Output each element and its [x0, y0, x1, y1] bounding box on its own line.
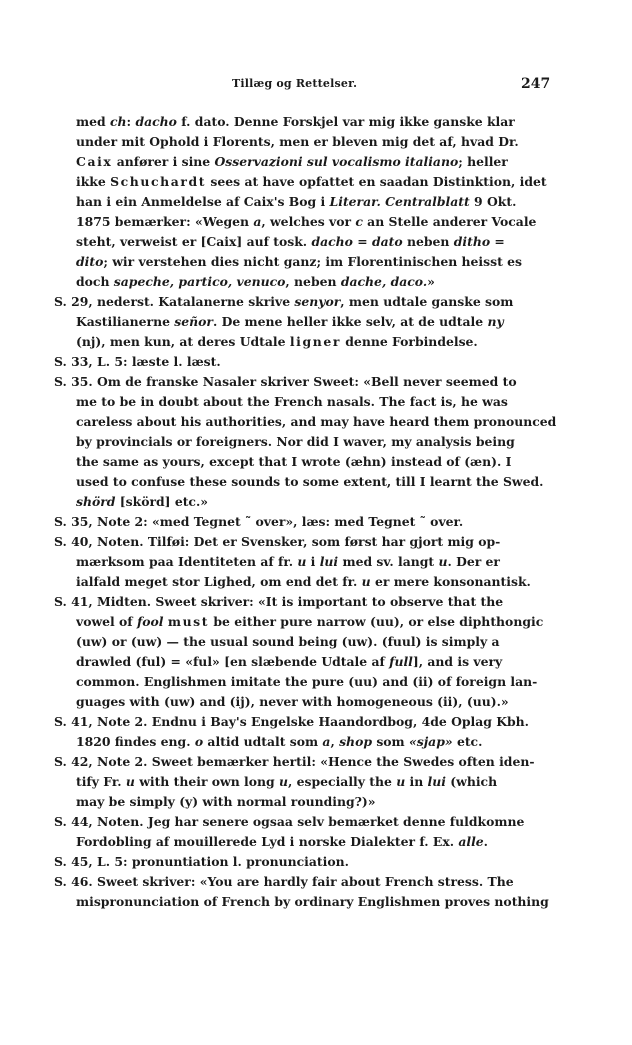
spaced-text: Schuchardt	[110, 174, 207, 189]
text-run: Kastilianerne	[76, 314, 175, 329]
text-run: han i ein Anmeldelse af Caix's Bog i	[76, 194, 330, 209]
text-run: an Stelle anderer Vocale	[362, 214, 537, 229]
italic-text: sapeche, partico, venuco	[113, 274, 286, 289]
text-run: may be simply (y) with normal rounding?)»	[76, 794, 376, 809]
italic-text: u	[279, 774, 289, 789]
spaced-text: must	[167, 614, 210, 629]
text-run: common. Englishmen imitate the pure (uu) and (ii) of foreign lan-	[76, 674, 538, 689]
text-line	[76, 212, 556, 232]
text-line	[76, 252, 556, 272]
text-line	[76, 632, 556, 652]
text-run: med	[76, 114, 110, 129]
text-run: under mit Ophold i Florents, men er bleven mig det af, hvad Dr.	[76, 134, 519, 149]
text-run: altid udtalt som	[203, 734, 323, 749]
entry-line	[54, 372, 556, 392]
text-line	[76, 452, 556, 472]
text-run: »	[427, 274, 435, 289]
italic-text: c	[355, 214, 363, 229]
entry-line	[54, 712, 556, 732]
italic-text: shörd	[76, 494, 116, 509]
text-run: som	[372, 734, 409, 749]
text-line	[76, 672, 556, 692]
text-line	[76, 332, 556, 352]
text-line	[76, 312, 556, 332]
text-run: me to be in doubt about the French nasals. The fact is, he was	[76, 394, 508, 409]
text-run: , neben	[285, 274, 341, 289]
text-run: anfører i sine	[112, 154, 215, 169]
text-run: (uw) or (uw) — the usual sound being (uw). (fuul) is simply a	[76, 634, 500, 649]
text-run: , men udtale ganske som	[340, 294, 514, 309]
text-run: 1875 bemærker: «Wegen	[76, 214, 254, 229]
text-line	[76, 892, 556, 912]
italic-text: dacho	[311, 234, 353, 249]
text-line	[76, 692, 556, 712]
italic-text: a	[253, 214, 262, 229]
italic-text: lui	[319, 554, 339, 569]
text-run: ikke	[76, 174, 111, 189]
italic-text: «sjap»	[408, 734, 453, 749]
text-line	[76, 152, 556, 172]
header-title: Tillæg og Rettelser.	[232, 77, 358, 90]
text-run: . Der er	[447, 554, 500, 569]
italic-text: senyor	[294, 294, 341, 309]
text-line	[76, 472, 556, 492]
italic-text: u	[438, 554, 448, 569]
italic-text: u	[125, 774, 135, 789]
italic-text: full	[389, 654, 413, 669]
italic-text: shop	[339, 734, 372, 749]
spaced-text: ligner	[289, 334, 341, 349]
text-run: , welches vor	[261, 214, 356, 229]
text-run: ,	[330, 734, 340, 749]
italic-text: señor	[174, 314, 213, 329]
text-run: f. dato. Denne Forskjel var mig ikke ganske klar	[176, 114, 515, 129]
italic-text: dato	[371, 234, 403, 249]
text-run: S. 35, Note 2: «med Tegnet ˜ over», læs: med Tegnet ˜ over.	[54, 514, 464, 529]
text-run: med sv. langt	[338, 554, 439, 569]
text-run: S. 41, Note 2. Endnu i Bay's Engelske Haandordbog, 4de Oplag Kbh.	[54, 714, 530, 729]
text-run: mærksom paa Identiteten af fr.	[76, 554, 298, 569]
spaced-text: Caix	[76, 154, 113, 169]
text-run: S. 41, Midten. Sweet skriver: «It is important to observe that the	[54, 594, 504, 609]
text-line	[76, 492, 556, 512]
text-run: S. 42, Note 2. Sweet bemærker hertil: «Hence the Swedes often iden-	[54, 754, 535, 769]
text-run: S. 44, Noten. Jeg har senere ogsaa selv bemærket denne fuldkomne	[54, 814, 525, 829]
text-line	[76, 732, 556, 752]
italic-text: u	[396, 774, 406, 789]
italic-text: ny	[487, 314, 504, 329]
text-run: [skörd] etc.»	[115, 494, 209, 509]
text-line	[76, 792, 556, 812]
text-line	[76, 432, 556, 452]
text-run: by provincials or foreigners. Nor did I waver, my analysis being	[76, 434, 515, 449]
page-number: 247	[521, 76, 551, 92]
text-run: 1820 findes eng.	[76, 734, 195, 749]
text-run: vowel of	[76, 614, 137, 629]
italic-text: fool	[136, 614, 164, 629]
entry-line	[54, 852, 556, 872]
text-run: doch	[76, 274, 114, 289]
text-line	[76, 412, 556, 432]
entry-line	[54, 592, 556, 612]
italic-text: dacho	[135, 114, 177, 129]
text-line	[76, 832, 556, 852]
text-run: be either pure narrow (uu), or else diphthongic	[209, 614, 544, 629]
text-run: drawled (ful) = «ful» [en slæbende Udtale af	[76, 654, 390, 669]
text-line	[76, 112, 556, 132]
text-run: sees at have opfattet en saadan Distinktion, idet	[206, 174, 547, 189]
text-run: S. 45, L. 5: pronuntiation l. pronunciation.	[54, 854, 349, 869]
entry-line	[54, 872, 556, 892]
text-run: S. 40, Noten. Tilføi: Det er Svensker, som først har gjort mig op-	[54, 534, 501, 549]
text-run: the same as yours, except that I wrote (æhn) instead of (æn). I	[76, 454, 512, 469]
text-line	[76, 572, 556, 592]
text-run: :	[126, 114, 136, 129]
italic-text: u	[361, 574, 371, 589]
italic-text: dache, daco.	[340, 274, 428, 289]
text-run: with their own long	[134, 774, 279, 789]
text-run: , especially the	[288, 774, 397, 789]
italic-text: ch	[109, 114, 127, 129]
text-run: guages with (uw) and (ij), never with homogeneous (ii), (uu).»	[76, 694, 509, 709]
text-run: steht, verweist er [Caix] auf tosk.	[76, 234, 312, 249]
text-run: mispronunciation of French by ordinary Englishmen proves nothing	[76, 894, 549, 909]
text-run: neben	[402, 234, 454, 249]
text-run: S. 46. Sweet skriver: «You are hardly fair about French stress. The	[54, 874, 514, 889]
text-line	[76, 772, 556, 792]
italic-text: dito	[76, 254, 104, 269]
text-run: i	[306, 554, 320, 569]
text-line	[76, 392, 556, 412]
text-run: used to confuse these sounds to some extent, till I learnt the Swed.	[76, 474, 544, 489]
text-run: etc.	[452, 734, 483, 749]
text-run: . De mene heller ikke selv, at de udtale	[212, 314, 488, 329]
italic-text: Literar. Centralblatt	[329, 194, 470, 209]
italic-text: lui	[427, 774, 446, 789]
text-run: tify Fr.	[76, 774, 126, 789]
running-header	[0, 77, 632, 97]
text-run: S. 35. Om de franske Nasaler skriver Sweet: «Bell never seemed to	[54, 374, 517, 389]
italic-text: a	[322, 734, 331, 749]
text-run: (which	[445, 774, 498, 789]
entry-line	[54, 292, 556, 312]
text-run: ; wir verstehen dies nicht ganz; im Florentinischen heisst es	[103, 254, 522, 269]
text-run: =	[490, 234, 505, 249]
text-line	[76, 552, 556, 572]
text-run: .	[483, 834, 488, 849]
italic-text: u	[297, 554, 307, 569]
text-run: 9 Okt.	[469, 194, 517, 209]
text-run: ], and is very	[412, 654, 503, 669]
text-line	[76, 652, 556, 672]
text-run: S. 29, nederst. Katalanerne skrive	[54, 294, 295, 309]
text-line	[76, 172, 556, 192]
text-run: ialfald meget stor Lighed, om end det fr.	[76, 574, 362, 589]
text-line	[76, 272, 556, 292]
text-run: =	[352, 234, 372, 249]
text-run: Fordobling af mouillerede Lyd i norske Dialekter f. Ex.	[76, 834, 459, 849]
entry-line	[54, 812, 556, 832]
text-run: in	[405, 774, 428, 789]
italic-text: ditho	[453, 234, 491, 249]
text-run: ; heller	[458, 154, 508, 169]
text-line	[76, 232, 556, 252]
text-run: careless about his authorities, and may have heard them pronounced	[76, 414, 556, 429]
entry-line	[54, 512, 556, 532]
entry-line	[54, 532, 556, 552]
text-line	[76, 192, 556, 212]
italic-text: alle	[458, 834, 484, 849]
text-run: S. 33, L. 5: læste l. læst.	[54, 354, 221, 369]
text-line	[76, 132, 556, 152]
text-run: denne Forbindelse.	[340, 334, 478, 349]
entry-line	[54, 752, 556, 772]
text-run: er mere konsonantisk.	[370, 574, 531, 589]
italic-text: Osservazioni sul vocalismo italiano	[214, 154, 459, 169]
entry-line	[54, 352, 556, 372]
text-line	[76, 612, 556, 632]
italic-text: o	[194, 734, 204, 749]
text-run: (nj), men kun, at deres Udtale	[76, 334, 290, 349]
